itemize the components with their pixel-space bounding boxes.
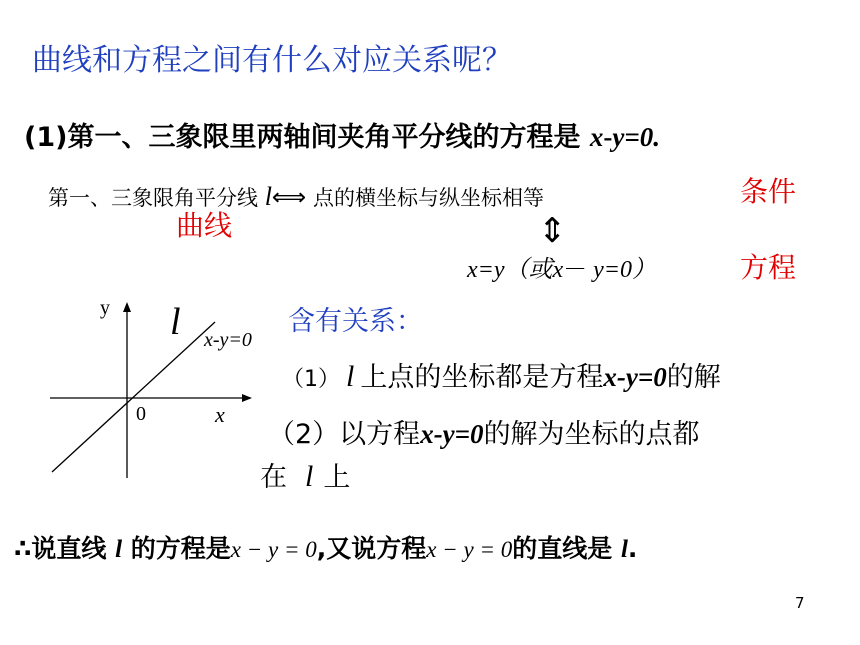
y-axis-arrow-icon xyxy=(123,302,131,312)
equation-minus: － xyxy=(563,257,588,283)
conclusion-text3: ,又说方程 xyxy=(316,534,427,563)
conclusion-text4: 的直线是 xyxy=(512,534,621,563)
conclusion-l2: l xyxy=(620,536,628,563)
item1-text1: 上点的坐标都是方程 xyxy=(360,362,604,393)
origin-label: 0 xyxy=(136,403,146,425)
equation-part2: y=0） xyxy=(587,257,657,283)
item1-l-symbol: l xyxy=(346,360,355,393)
item1-text2: 的解 xyxy=(666,362,721,393)
equation-part1: x=y（或x xyxy=(467,257,564,283)
item2-prefix: （2）以方程 xyxy=(268,419,421,450)
therefore-symbol: ∴ xyxy=(14,534,32,563)
item2-cont-a: 在 xyxy=(260,462,287,493)
conclusion-text2: 的方程是 xyxy=(122,534,231,563)
correspondence-line xyxy=(48,184,544,210)
item2-equation: x-y=0 xyxy=(420,419,484,449)
line-l-symbol: l xyxy=(264,182,272,211)
label-equation: 方程 xyxy=(740,251,797,284)
iff-arrow-icon: ⟺ xyxy=(271,183,307,211)
relation-item-1 xyxy=(282,362,721,392)
statement-line xyxy=(24,124,660,151)
relations-heading: 含有关系： xyxy=(288,306,423,337)
relation-item-2 xyxy=(268,421,700,448)
conclusion-text1: 说直线 xyxy=(31,534,116,563)
conclusion-l1: l xyxy=(115,536,123,563)
label-condition: 条件 xyxy=(740,175,797,208)
equation-expression xyxy=(467,258,656,282)
conclusion-line xyxy=(14,536,637,562)
statement-eq-minus: - xyxy=(603,122,613,152)
conclusion-eq2: x − y = 0 xyxy=(426,537,513,562)
graph-l-label: l xyxy=(170,301,181,343)
item1-equation: x-y=0 xyxy=(603,362,667,392)
equal-coordinates-text: 点的横坐标与纵坐标相等 xyxy=(313,186,545,210)
conclusion-period: . xyxy=(627,534,638,563)
item2-cont-b: 上 xyxy=(323,462,351,493)
statement-eq-x: x xyxy=(589,122,604,152)
statement-prefix: (1)第一、三象限里两轴间夹角平分线的方程是 xyxy=(24,122,590,153)
item2-l-symbol: l xyxy=(305,460,314,493)
relation-item-2-continued xyxy=(260,462,350,492)
page-number: 7 xyxy=(795,594,805,612)
angle-bisector-text: 第一、三象限角平分线 xyxy=(48,186,258,210)
conclusion-eq1: x − y = 0 xyxy=(230,537,317,562)
bisector-line xyxy=(52,322,215,472)
label-curve: 曲线 xyxy=(176,209,233,242)
x-axis-arrow-icon xyxy=(242,394,252,402)
statement-eq-rest: y=0. xyxy=(612,122,660,152)
item1-number: （1） xyxy=(282,367,340,392)
graph-line-equation: x-y=0 xyxy=(204,329,252,351)
x-axis-label: x xyxy=(215,402,225,427)
slide-title: 曲线和方程之间有什么对应关系呢？ xyxy=(32,43,512,78)
item2-text: 的解为坐标的点都 xyxy=(483,419,700,450)
y-axis-label: y xyxy=(100,297,110,319)
vertical-iff-arrow-icon: ⇕ xyxy=(538,211,567,251)
